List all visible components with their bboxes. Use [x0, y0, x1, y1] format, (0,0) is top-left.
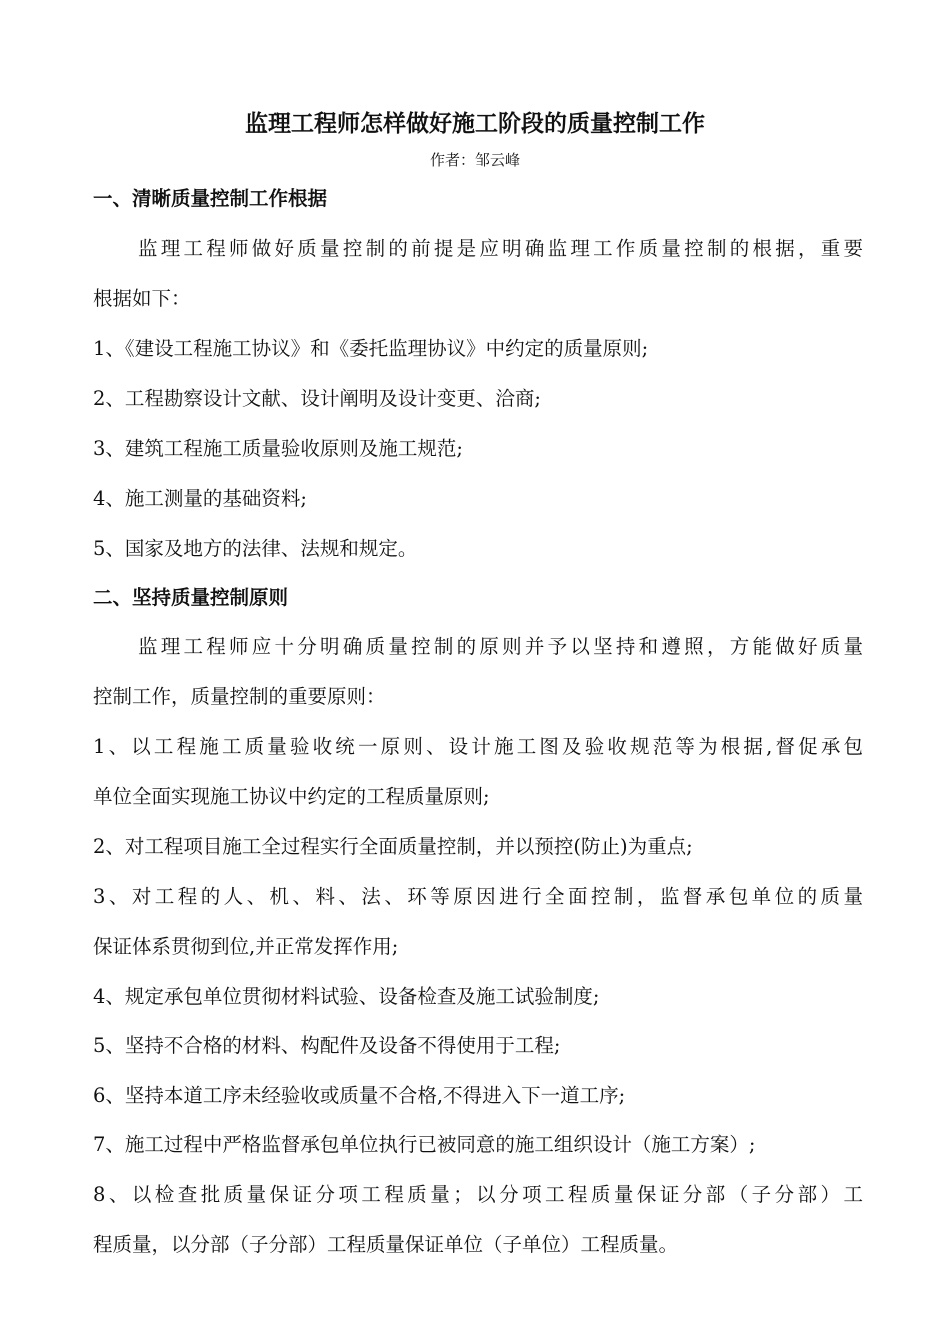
- list-item-continuation: 程质量，以分部（子分部）工程质量保证单位（子单位）工程质量。: [93, 1233, 679, 1256]
- list-item: 2、工程勘察设计文献、设计阐明及设计变更、洽商;: [93, 387, 541, 410]
- document-title: 监理工程师怎样做好施工阶段的质量控制工作: [245, 111, 705, 137]
- section-intro-line: 控制工作，质量控制的重要原则：: [93, 685, 386, 708]
- list-item: 5、国家及地方的法律、法规和规定。: [93, 537, 418, 560]
- list-item: 4、施工测量的基础资料;: [93, 487, 307, 510]
- list-item: 5、坚持不合格的材料、构配件及设备不得使用于工程;: [93, 1034, 561, 1057]
- section-heading: 一、清晰质量控制工作根据: [93, 187, 328, 210]
- list-item: 3、对工程的人、机、料、法、环等原因进行全面控制，监督承包单位的质量: [93, 885, 863, 908]
- list-item: 1、以工程施工质量验收统一原则、设计施工图及验收规范等为根据,督促承包: [93, 735, 863, 758]
- section-intro-line: 监理工程师应十分明确质量控制的原则并予以坚持和遵照，方能做好质量: [138, 635, 863, 658]
- list-item: 3、建筑工程施工质量验收原则及施工规范;: [93, 437, 463, 460]
- section-intro-line: 根据如下：: [93, 287, 191, 310]
- list-item: 2、对工程项目施工全过程实行全面质量控制，并以预控(防止)为重点;: [93, 835, 693, 858]
- section-intro-line: 监理工程师做好质量控制的前提是应明确监理工作质量控制的根据，重要: [138, 237, 863, 260]
- list-item: 7、施工过程中严格监督承包单位执行已被同意的施工组织设计（施工方案）;: [93, 1133, 756, 1156]
- list-item-continuation: 单位全面实现施工协议中约定的工程质量原则;: [93, 785, 490, 808]
- section-heading: 二、坚持质量控制原则: [93, 586, 289, 609]
- document-author: 作者：邹云峰: [429, 151, 520, 169]
- list-item-continuation: 保证体系贯彻到位,并正常发挥作用;: [93, 935, 399, 958]
- list-item: 8、以检查批质量保证分项工程质量；以分项工程质量保证分部（子分部）工: [93, 1183, 863, 1206]
- list-item: 4、规定承包单位贯彻材料试验、设备检查及施工试验制度;: [93, 985, 600, 1008]
- list-item: 1、《建设工程施工协议》和《委托监理协议》中约定的质量原则;: [93, 337, 649, 360]
- list-item: 6、坚持本道工序未经验收或质量不合格,不得进入下一道工序;: [93, 1084, 626, 1107]
